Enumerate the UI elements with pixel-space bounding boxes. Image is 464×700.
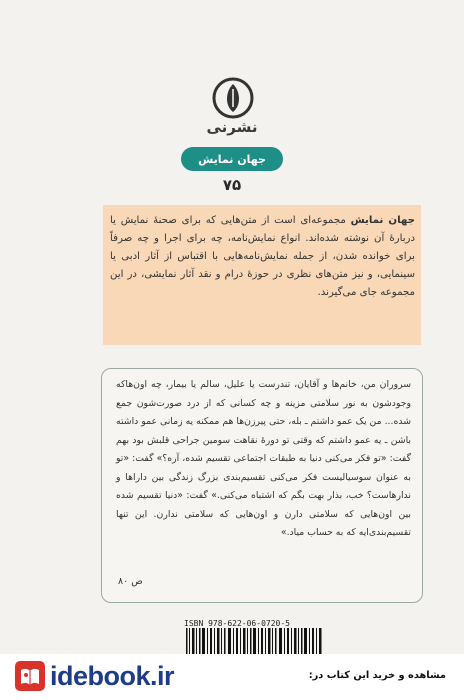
description-bold-lead: جهان نمایش xyxy=(350,215,416,226)
book-icon xyxy=(14,660,46,692)
description-body: مجموعه‌ای است از متن‌هایی که برای صحنهٔ نمایش یا دربارهٔ آن نوشته شده‌اند. انواع نمایش‌نامه، چه برای اجرا و چه صرفاً برای خوانده شدن، از جمله نمایش‌نامه‌هایی با اقتباس از آثار ادبی یا سینمایی، و نیز متن‌های نظری در حوزهٔ درام و نقد آثار نمایشی، در این مجموعه جای می‌گیرند. xyxy=(110,215,415,298)
series-number: ۷۵ xyxy=(222,176,242,194)
publisher-logo-icon xyxy=(211,76,255,120)
quote-source: ص ۸۰ xyxy=(118,576,143,587)
isbn-text: ISBN 978-622-06-0720-5 xyxy=(184,619,290,628)
site-logo[interactable] xyxy=(14,660,174,692)
publisher-name: نشرنی xyxy=(206,118,258,136)
quote-text: سروران من، خانم‌ها و آقایان، تندرست یا علیل، سالم یا بیمار، چه اون‌هاکه وجودشون به نور سلامتی مزینه و چه کسانی که از درد صورت‌شون جمع شده... من یک عمو داشتم ـ بله، حتی پیرزن‌ها هم ممکنه یه زمانی عمو داشته باشن ـ یه عمو داشتم که وقتی تو دورهٔ نقاهت سومین جراحی قلبش بود بهم گفت: «تو فکر می‌کنی دنیا به طبقات اجتماعی تقسیم شده، آره؟» گفت: «تو به عنوان سوسیالیست فکر می‌کنی تقسیم‌بندی بزرگ زندگی بین داراها و ندارهاست؟ خب، بذار بهت بگم که اشتباه می‌کنی.» گفت: «دنیا تقسیم شده بین اون‌هایی که سلامتی دارن و اون‌هایی که سلامتی ندارن. این تنها تقسیم‌بندی‌ایه که به حساب میاد.» xyxy=(116,379,411,538)
site-name: idebook.ir xyxy=(50,660,175,691)
buy-prompt-text: مشاهده و خرید این کتاب در: xyxy=(308,670,446,681)
series-badge: جهان نمایش xyxy=(181,147,283,171)
series-description xyxy=(110,212,415,302)
